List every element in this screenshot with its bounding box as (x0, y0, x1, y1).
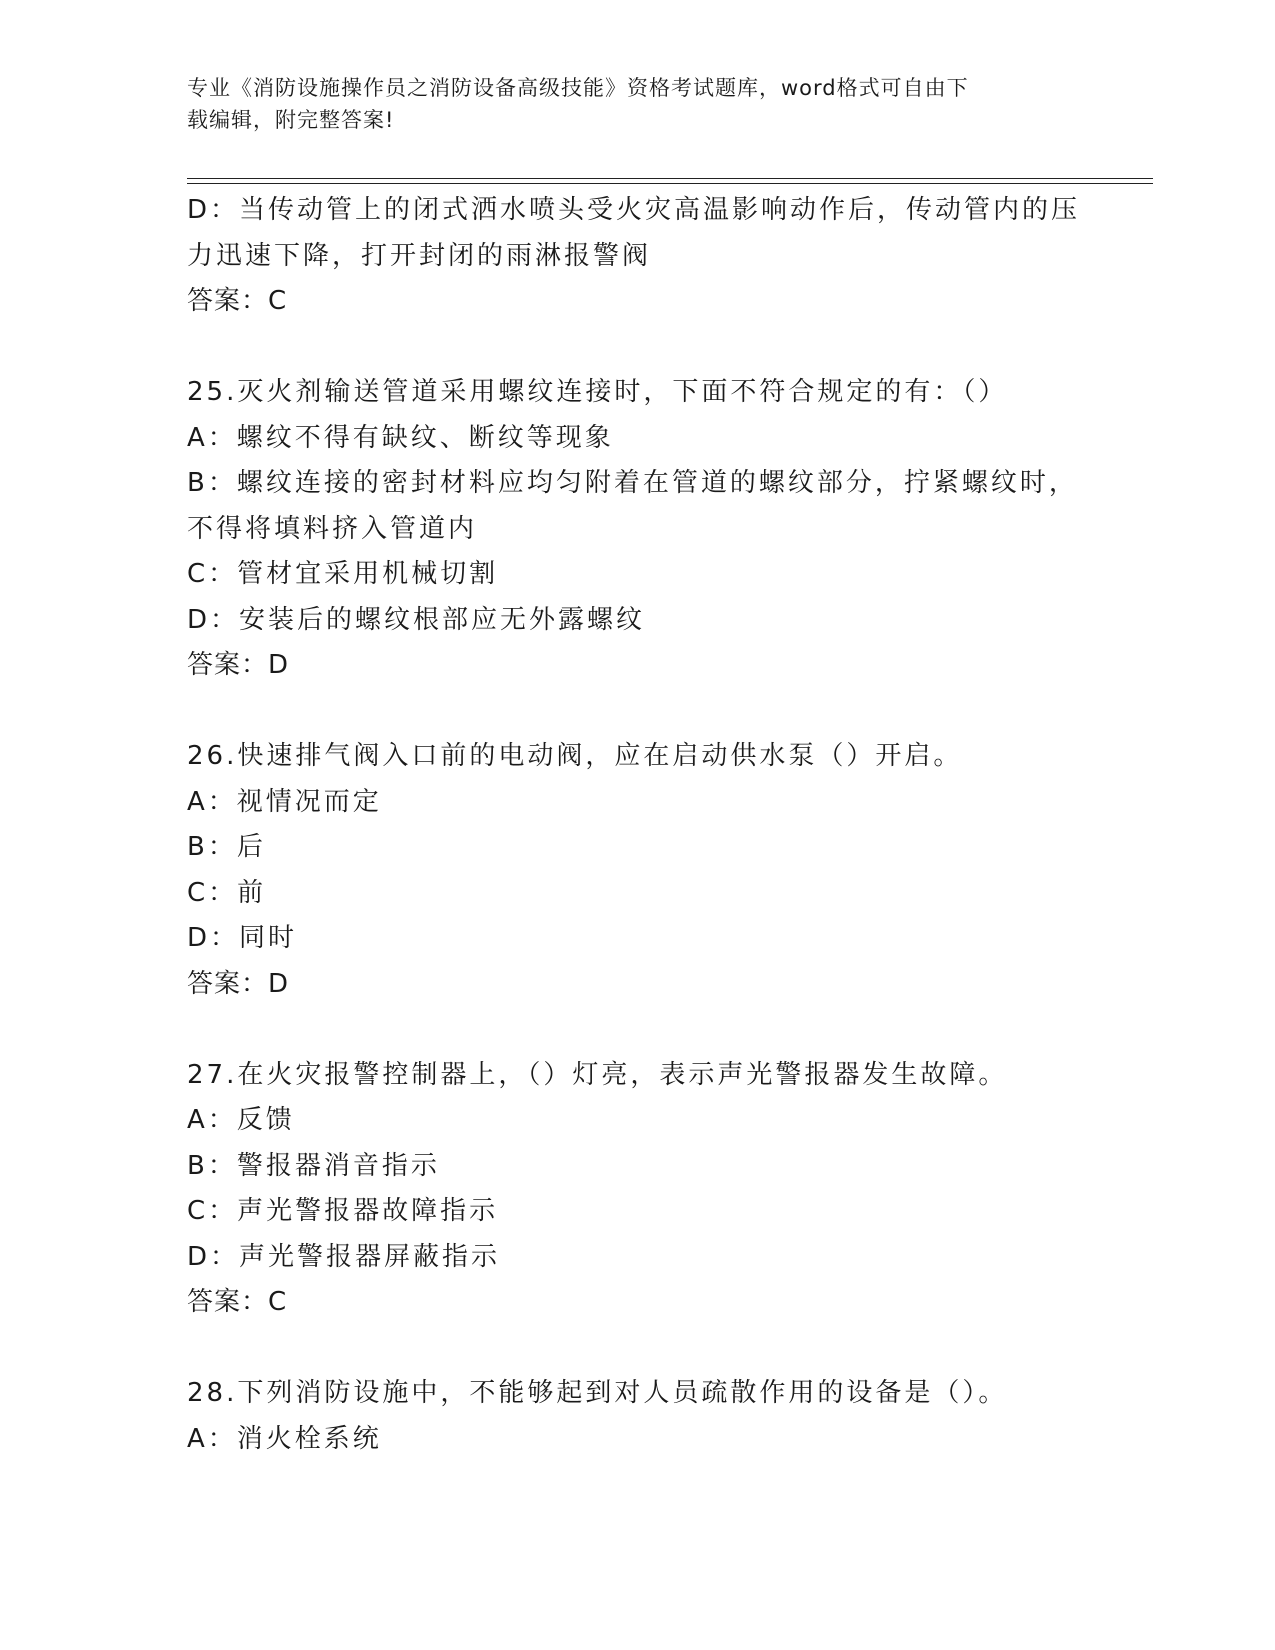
document-header (187, 72, 1067, 136)
option-c: C：前 (187, 877, 267, 908)
option-a: A：反馈 (187, 1105, 295, 1135)
option-b-line-2: 不得将填料挤入管道内 (187, 513, 478, 544)
question-stem: 26.快速排气阀入口前的电动阀，应在启动供水泵（）开启。 (187, 741, 963, 771)
question-27 (187, 1053, 1087, 1326)
question-28 (187, 1371, 1087, 1462)
option-d: D：声光警报器屏蔽指示 (187, 1241, 501, 1272)
option-d: D：同时 (187, 923, 298, 953)
option-d-line-2: 力迅速下降，打开封闭的雨淋报警阀 (187, 240, 652, 271)
option-c: C：管材宜采用机械切割 (187, 559, 499, 589)
answer: 答案：C (187, 1287, 288, 1317)
option-c: C：声光警报器故障指示 (187, 1196, 499, 1226)
question-25 (187, 370, 1087, 689)
option-d-line-1: D：当传动管上的闭式洒水喷头受火灾高温影响动作后，传动管内的压 (187, 195, 1081, 225)
header-divider-top (187, 178, 1153, 179)
option-d: D：安装后的螺纹根部应无外露螺纹 (187, 604, 646, 635)
question-list (187, 188, 1087, 1462)
question-stem: 28.下列消防设施中，不能够起到对人员疏散作用的设备是（）。 (187, 1378, 1008, 1408)
question-stem: 27.在火灾报警控制器上，（）灯亮，表示声光警报器发生故障。 (187, 1059, 1008, 1090)
answer: 答案：C (187, 286, 288, 316)
option-a: A：螺纹不得有缺纹、断纹等现象 (187, 422, 614, 453)
option-b-line-1: B：螺纹连接的密封材料应均匀附着在管道的螺纹部分，拧紧螺纹时， (187, 468, 1078, 498)
answer: 答案：D (187, 650, 290, 680)
question-stem: 25.灭火剂输送管道采用螺纹连接时，下面不符合规定的有：（） (187, 377, 1008, 407)
header-divider-bottom (187, 183, 1153, 184)
answer: 答案：D (187, 968, 290, 999)
header-line-1: 专业《消防设施操作员之消防设备高级技能》资格考试题库，word格式可自由下 (187, 76, 969, 100)
option-a: A：视情况而定 (187, 786, 382, 817)
previous-question-tail (187, 188, 1087, 325)
option-b: B：后 (187, 832, 266, 862)
option-b: B：警报器消音指示 (187, 1150, 440, 1181)
header-line-2: 载编辑，附完整答案! (187, 108, 395, 132)
option-a: A：消火栓系统 (187, 1423, 382, 1454)
question-26 (187, 734, 1087, 1007)
